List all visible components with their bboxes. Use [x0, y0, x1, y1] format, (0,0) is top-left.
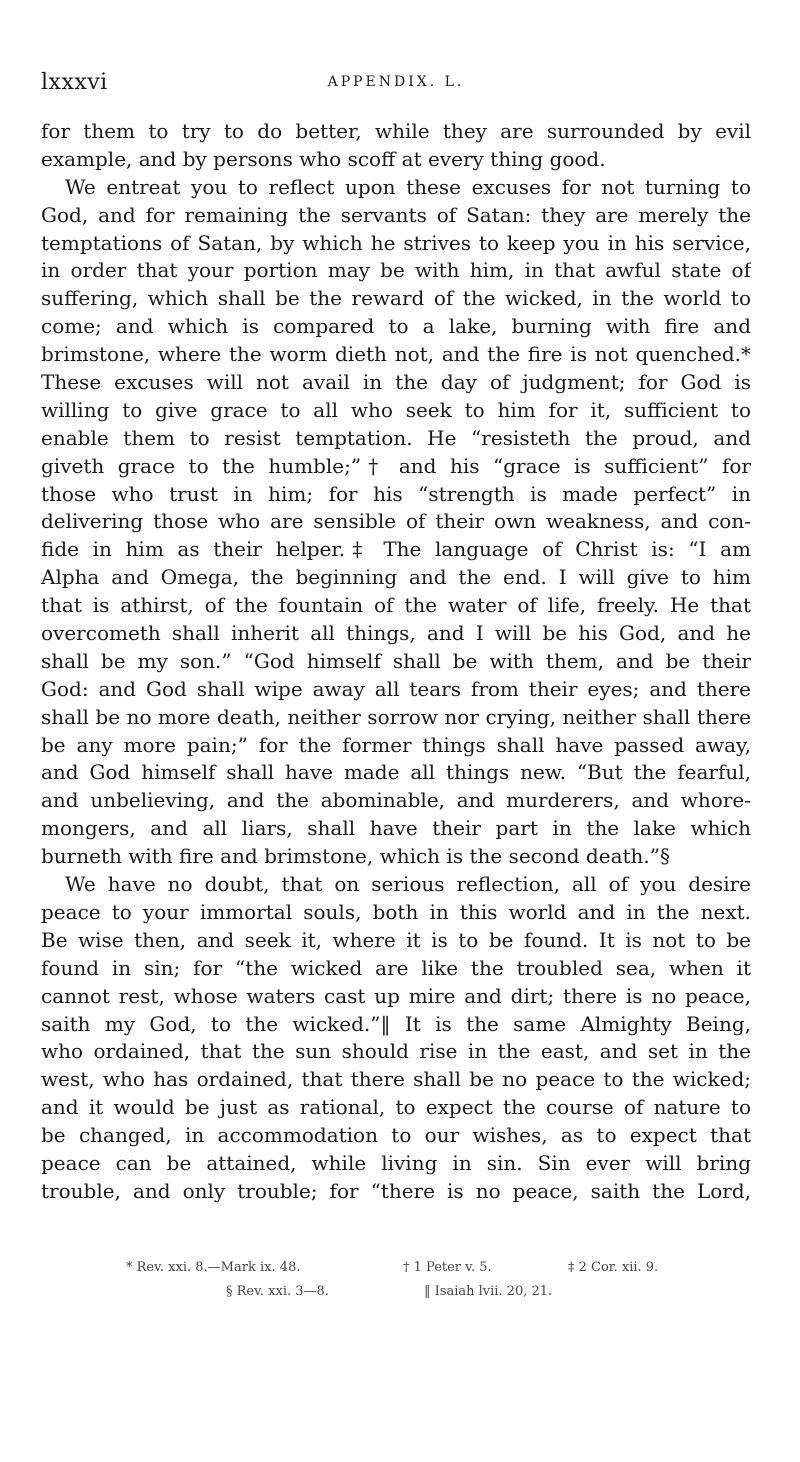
text-line: be any more pain;” for the former things shall have passed away,	[41, 732, 751, 757]
text-line: willing to give grace to all who seek to him for it, sufficient to	[41, 397, 751, 422]
text-line: peace can be attained, while living in sin. Sin ever will bring	[41, 1150, 751, 1175]
text-line: overcometh shall inherit all things, and I will be his God, and he	[41, 621, 751, 646]
text-line: burneth with fire and brimstone, which is the second death.”§	[41, 844, 670, 869]
text-line: peace to your immortal souls, both in this world and in the next.	[41, 899, 751, 924]
text-line: God: and God shall wipe away all tears from their eyes; and there	[41, 676, 751, 701]
footnote: * Rev. xxi. 8.—Mark ix. 48.	[126, 1260, 301, 1275]
text-line: and unbelieving, and the abominable, and murderers, and whore-	[41, 788, 751, 813]
running-title: APPENDIX. L.	[327, 74, 465, 90]
footnote: § Rev. xxi. 3—8.	[226, 1284, 329, 1299]
text-line: found in sin; for “the wicked are like the troubled sea, when it	[41, 955, 751, 980]
text-line: those who trust in him; for his “strength is made perfect” in	[41, 481, 751, 506]
text-line: come; and which is compared to a lake, burning with fire and	[41, 314, 751, 339]
text-line: and it would be just as rational, to expect the course of nature to	[41, 1095, 751, 1120]
text-line: shall be no more death, neither sorrow nor crying, neither shall there	[41, 704, 751, 729]
text-line: These excuses will not avail in the day of judgment; for God is	[41, 370, 751, 395]
text-line: for them to try to do better, while they are surrounded by evil	[41, 119, 751, 143]
footnote: ‖ Isaiah lvii. 20, 21.	[424, 1284, 553, 1299]
text-line: in order that your portion may be with him, in that awful state of	[41, 258, 751, 283]
text-line: temptations of Satan, by which he strives to keep you in his service,	[41, 230, 751, 255]
text-line: west, who has ordained, that there shall be no peace to the wicked;	[41, 1067, 751, 1092]
text-line: trouble, and only trouble; for “there is no peace, saith the Lord,	[41, 1178, 751, 1203]
text-line: giveth grace to the humble;”† and his “grace is sufficient” for	[41, 453, 751, 478]
text-line: who ordained, that the sun should rise in the east, and set in the	[41, 1039, 751, 1064]
paragraph	[41, 118, 751, 174]
text-line: saith my God, to the wicked.”‖ It is the same Almighty Being,	[41, 1011, 751, 1036]
text-line: Alpha and Omega, the beginning and the end. I will give to him	[41, 565, 751, 590]
text-line: shall be my son.” “God himself shall be with them, and be their	[41, 648, 751, 673]
text-line: that is athirst, of the fountain of the water of life, freely. He that	[41, 593, 751, 618]
paragraph	[41, 174, 751, 871]
paragraph	[41, 871, 751, 1206]
page-number: lxxxvi	[41, 70, 108, 95]
text-line: We entreat you to reflect upon these excuses for not turning to	[65, 174, 751, 199]
page-header	[41, 70, 751, 106]
text-line: example, and by persons who scoff at every thing good.	[41, 146, 606, 171]
footnote: † 1 Peter v. 5.	[403, 1260, 492, 1275]
text-line: suffering, which shall be the reward of the wicked, in the world to	[41, 286, 751, 311]
text-line: enable them to resist temptation. He “resisteth the proud, and	[41, 425, 751, 450]
footnote: ‡ 2 Cor. xii. 9.	[568, 1260, 659, 1275]
text-line: We have no doubt, that on serious reflection, all of you desire	[65, 872, 751, 897]
text-line: be changed, in accommodation to our wishes, as to expect that	[41, 1123, 751, 1148]
text-line: fide in him as their helper.‡ The language of Christ is: “I am	[41, 537, 751, 562]
text-line: brimstone, where the worm dieth not, and the fire is not quenched.*	[41, 342, 751, 367]
text-line: delivering those who are sensible of their own weakness, and con-	[41, 509, 751, 534]
body-text	[41, 118, 751, 1206]
text-line: and God himself shall have made all things new. “But the fearful,	[41, 760, 751, 785]
text-line: mongers, and all liars, shall have their part in the lake which	[41, 816, 751, 841]
text-line: cannot rest, whose waters cast up mire and dirt; there is no peace,	[41, 983, 751, 1008]
text-line: God, and for remaining the servants of Satan: they are merely the	[41, 202, 751, 227]
text-line: Be wise then, and seek it, where it is to be found. It is not to be	[41, 927, 751, 952]
